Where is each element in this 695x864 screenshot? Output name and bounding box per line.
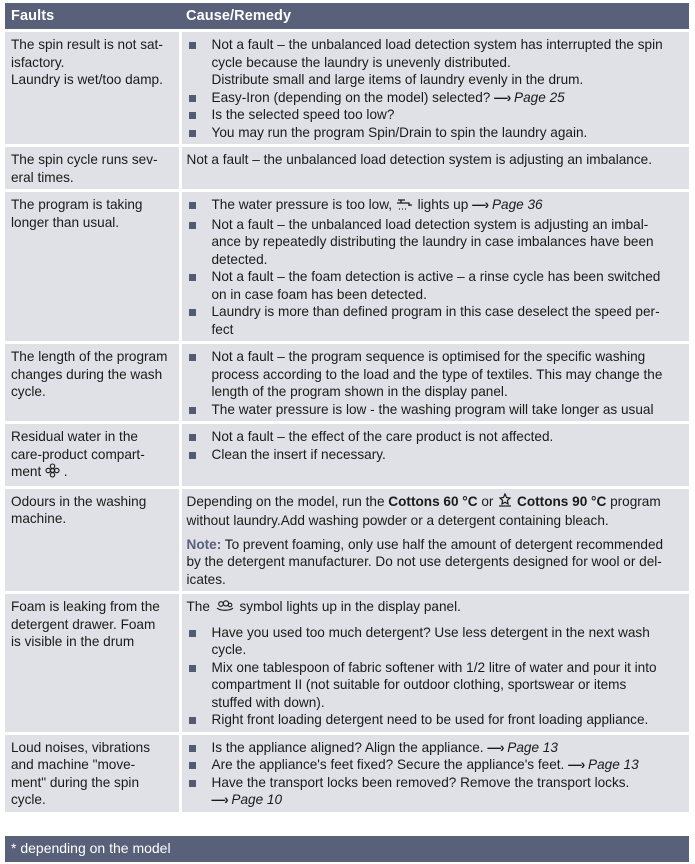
fault-text: Residual water in the [11,429,138,444]
square-bullet-icon [189,717,196,724]
remedy-text: Not a fault – the effect of the care product is not affected. [211,429,554,444]
page-ref: Page 10 [231,792,283,807]
fault-cell [5,423,180,488]
remedy-text: ance by repeatedly distributing the laundry in case imbalances have been [211,234,654,249]
square-bullet-icon [189,407,196,414]
fault-cell [5,31,180,146]
fault-text: The program is taking [11,197,143,212]
square-bullet-icon [189,309,196,316]
intensive-stain-icon [497,493,513,513]
remedy-text: Easy-Iron (depending on the model) selected? [211,89,491,105]
fault-text: The length of the program [11,349,168,364]
fault-text: The spin result is not sat- [11,37,163,52]
remedy-text: Laundry is more than defined program in this case deselect the speed per- [211,304,660,319]
program-name: Cottons 90 °C [517,493,607,509]
remedy-text: length of the program shown in the display panel. [211,384,508,399]
cause-cell [180,733,689,812]
note-text: by the detergent manufacturer. Do not use detergents designed for wool or del- [186,554,662,569]
remedy-text: Not a fault – the unbalanced load detection system is adjusting an imbal- [211,216,649,232]
remedy-text: The water pressure is low - the washing program will take longer as usual [211,401,654,417]
tap-icon [396,197,414,216]
fault-text: eral times. [11,169,74,185]
remedy-text: lights up [417,197,469,212]
remedy-item [187,89,684,107]
faults-column-header: Faults [5,3,180,31]
note-text: icates. [186,571,226,587]
footnote-bar: * depending on the model [5,836,689,862]
table-header-row [5,3,689,31]
square-bullet-icon [189,452,196,459]
fault-text: Foam is leaking from the [11,599,160,614]
fault-table [5,3,689,812]
table-row [5,31,689,146]
square-bullet-icon [189,222,196,229]
square-bullet-icon [189,112,196,119]
fault-cell [5,593,180,734]
table-row [5,733,689,812]
fault-text: The spin cycle runs sev- [11,152,158,167]
remedy-text: on in case foam has been detected. [211,286,427,302]
page-ref: Page 25 [514,89,565,105]
square-bullet-icon [189,42,196,49]
remedy-item [187,196,684,216]
remedy-item [187,268,684,303]
remedy-text: or [481,493,494,509]
note [187,536,684,589]
fault-text: care-product compart- [11,446,145,462]
remedy-text: stuffed with down). [211,694,325,710]
remedy-text: Not a fault – the unbalanced load detection system has interrupted the spin [211,37,663,52]
fault-text: Laundry is wet/too damp. [11,72,163,87]
square-bullet-icon [189,354,196,361]
remedy-text: Distribute small and large items of laundry evenly in the drum. [211,72,584,87]
remedy-text: You may run the program Spin/Drain to spin the laundry again. [211,124,588,140]
square-bullet-icon [189,745,196,752]
remedy-text: Have the transport locks been removed? Remove the transport locks. [211,774,630,790]
care-product-icon [45,463,60,483]
page-ref-arrow: —› [568,757,585,772]
remedy-text: Not a fault – the unbalanced load detection system is adjusting an imbalance. [186,152,652,167]
remedy-item [187,401,684,419]
square-bullet-icon [189,630,196,637]
remedy-item [187,624,684,659]
fault-text: ment" during the spin [11,774,139,790]
remedy-text: process according to the load and the type of textiles. This may change the [211,366,663,382]
fault-text: cycle. [11,792,46,807]
cause-cell [180,31,689,146]
remedy-item [187,106,684,124]
note-label: Note: [186,536,222,552]
remedy-item [187,216,684,269]
fault-cell [5,191,180,343]
remedy-text: cycle because the laundry is unevenly distributed. [211,54,511,70]
remedy-item [187,711,684,729]
remedy-item [187,446,684,464]
square-bullet-icon [189,274,196,281]
remedy-item [187,428,684,446]
page-ref: Page 13 [588,757,639,772]
fault-text: is visible in the drum [11,634,135,649]
cause-cell [180,146,689,191]
remedy-text: detected. [211,251,268,267]
page-ref: Page 36 [491,197,543,212]
fault-text: ment [11,464,42,479]
cause-cell [180,191,689,343]
remedy-text: cycle. [211,642,247,657]
cause-cell [180,593,689,734]
remedy-text: Is the selected speed too low? [211,107,395,122]
remedy-text: The [186,599,210,614]
fault-text: Loud noises, vibrations [11,739,151,755]
table-row [5,487,689,593]
remedy-text: program [610,493,661,509]
fault-text: detergent drawer. Foam [11,616,156,632]
cause-cell [180,487,689,593]
remedy-text: without laundry.Add washing powder or a detergent containing bleach. [186,513,609,528]
remedy-text: Not a fault – the program sequence is optimised for the specific washing [211,349,646,364]
remedy-text: The water pressure is too low, [211,197,393,212]
cause-column-header: Cause/Remedy [180,3,689,31]
square-bullet-icon [189,202,196,209]
program-name: Cottons 60 °C [388,493,478,509]
table-row [5,343,689,423]
page-ref-arrow: —› [487,739,504,755]
remedy-text: Is the appliance aligned? Align the appliance. [211,739,484,755]
remedy-item [187,774,684,809]
table-row [5,146,689,191]
square-bullet-icon [189,780,196,787]
foam-icon [214,600,236,618]
fault-cell [5,146,180,191]
remedy-text: symbol lights up in the display panel. [239,599,461,614]
remedy-item [187,303,684,338]
remedy-text: fect [211,321,234,337]
remedy-text: Have you used too much detergent? Use less detergent in the next wash [211,624,650,640]
page-ref-arrow: —› [211,792,228,807]
cause-cell [180,343,689,423]
square-bullet-icon [189,762,196,769]
fault-cell [5,487,180,593]
fault-text: changes during the wash [11,366,163,382]
remedy-item [187,124,684,142]
page-ref-arrow: —› [494,89,511,105]
fault-text: machine. [11,511,67,526]
table-row [5,423,689,488]
remedy-item [187,756,684,774]
square-bullet-icon [189,130,196,137]
remedy-text: Are the appliance's feet fixed? Secure the appliance's feet. [211,757,565,772]
fault-text: cycle. [11,384,46,399]
table-row [5,191,689,343]
page-ref-arrow: —› [472,197,489,212]
remedy-item [187,659,684,712]
note-text: To prevent foaming, only use half the amount of detergent recommended [224,536,664,552]
remedy-text: Right front loading detergent need to be used for front loading appliance. [211,712,649,727]
remedy-text: Mix one tablespoon of fabric softener with 1/2 litre of water and pour it into [211,659,657,675]
square-bullet-icon [189,434,196,441]
fault-cell [5,343,180,423]
page-ref: Page 13 [507,739,558,755]
remedy-text: Clean the insert if necessary. [211,446,386,462]
remedy-text: compartment II (not suitable for outdoor clothing, sportswear or items [211,677,627,692]
remedy-item [187,348,684,401]
table-row [5,593,689,734]
remedy-text: Not a fault – the foam detection is active – a rinse cycle has been switched [211,269,661,284]
fault-cell [5,733,180,812]
fault-text: and machine "move- [11,757,136,772]
remedy-item [187,36,684,89]
square-bullet-icon [189,665,196,672]
cause-cell [180,423,689,488]
fault-text: Odours in the washing [11,493,147,509]
remedy-item [187,739,684,757]
remedy-text: Depending on the model, run the [186,493,385,509]
fault-text: . [63,464,68,479]
square-bullet-icon [189,95,196,102]
fault-text: longer than usual. [11,214,120,230]
fault-text: isfactory. [11,54,65,70]
